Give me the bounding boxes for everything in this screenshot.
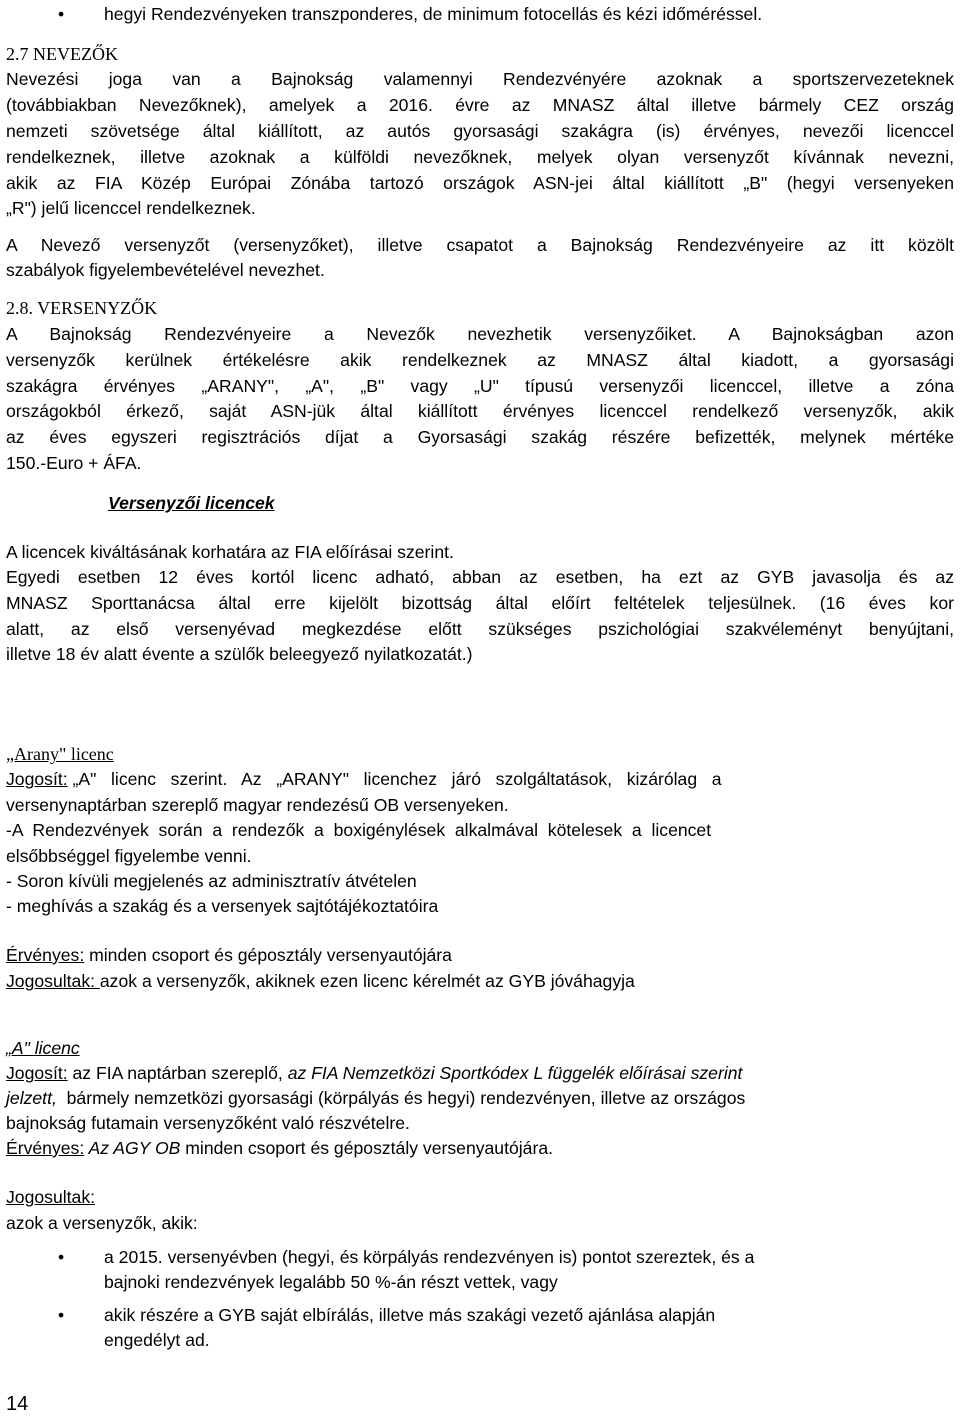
bullet-text-timing: hegyi Rendezvényeken transzponderes, de minimum fotocellás és kézi időméréssel. — [104, 4, 763, 24]
jogosit-label: Jogosít: — [6, 1063, 68, 1083]
line2-rest: bármely nemzetközi gyorsasági (körpályás és hegyi) rendezvényen, illetve az országos — [56, 1088, 746, 1108]
arany-title-text: „Arany" licenc — [6, 744, 114, 764]
paragraph-line: -A Rendezvények során a rendezők a boxigénylések alkalmával kötelesek a licencet — [6, 820, 712, 840]
jogosit-text: az FIA naptárban szereplő, — [67, 1063, 288, 1083]
paragraph-line: A Bajnokság Rendezvényeire a Nevezők nevezhetik versenyzőiket. A Bajnokságban azon — [6, 324, 954, 344]
jogosit-label: Jogosít: — [6, 769, 68, 789]
jogosultak-text: azok a versenyzők, akiknek ezen licenc kérelmét az GYB jóváhagyja — [99, 971, 635, 991]
paragraph-line: az éves egyszeri regisztrációs díjat a Gyorsasági szakág részére befizették, melynek mértéke — [6, 427, 954, 447]
a-licenc-jogosultak-label-line — [6, 1185, 954, 1210]
arany-ervenyes-line — [6, 943, 954, 968]
section-heading-nevezok: 2.7 NEVEZŐK — [6, 44, 118, 64]
paragraph-line: versenynaptárban szereplő magyar rendezésű OB versenyeken. — [6, 795, 509, 815]
licences-title — [108, 491, 954, 516]
jogosit-italic-text: az FIA Nemzetközi Sportkódex L függelék előírásai szerint — [287, 1063, 743, 1083]
ervenyes-text: minden csoport és géposztály versenyautójára — [84, 945, 452, 965]
paragraph-line: rendelkeznek, illetve azoknak a külföldi nevezőknek, melyek olyan versenyzőt kívánnak nevezni, — [6, 147, 954, 167]
bullet-icon: • — [58, 4, 65, 24]
a-licenc-title-text: „A" licenc — [6, 1038, 80, 1058]
paragraph-line: akik az FIA Közép Európai Zónába tartozó országok ASN-jei által kiállított „B" (hegyi versenyeken — [6, 173, 954, 193]
arany-jogosit-line — [6, 767, 954, 792]
paragraph-line: A Nevező versenyzőt (versenyzőket), illetve csapatot a Bajnokság Rendezvényeire az itt közölt — [6, 235, 954, 255]
paragraph-line: elsőbbséggel figyelembe venni. — [6, 846, 252, 866]
a-licenc-title — [6, 1036, 954, 1061]
arany-jogosit-text: „A" licenc szerint. Az „ARANY" licenchez járó szolgáltatások, kizárólag a — [67, 769, 722, 789]
ervenyes-label: Érvényes: — [6, 945, 85, 965]
a-licenc-line2 — [6, 1086, 954, 1111]
paragraph-line: (továbbiakban Nevezőknek), amelyek a 2016. évre az MNASZ által illetve bármely CEZ ország — [6, 95, 954, 115]
paragraph-line: A licencek kiváltásának korhatára az FIA előírásai szerint. — [6, 542, 454, 562]
paragraph-line: azok a versenyzők, akik: — [6, 1213, 198, 1233]
paragraph-line: szabályok figyelembevételével nevezhet. — [6, 260, 325, 280]
paragraph-line: versenyzők kerülnek értékelésre akik rendelkeznek az MNASZ által kiadott, a gyorsasági — [6, 350, 954, 370]
paragraph-line: alatt, az első versenyévad megkezdése előtt szükséges pszichológiai szakvéleményt benyújtani, — [6, 619, 954, 639]
bullet-text: bajnoki rendezvények legalább 50 %-án részt vettek, vagy — [104, 1272, 558, 1292]
bullet-text: a 2015. versenyévben (hegyi, és körpályás rendezvényen is) pontot szereztek, és a — [104, 1247, 755, 1267]
paragraph-line: „R") jelű licenccel rendelkeznek. — [6, 198, 256, 218]
bullet-text: engedélyt ad. — [104, 1330, 210, 1350]
ervenyes-rest: minden csoport és géposztály versenyautójára. — [180, 1138, 553, 1158]
ervenyes-italic: Az AGY OB — [84, 1138, 181, 1158]
a-licenc-jogosit-line — [6, 1061, 954, 1086]
jogosultak-label: Jogosultak: — [6, 971, 100, 991]
arany-jogosultak-line — [6, 969, 954, 994]
paragraph-line: - Soron kívüli megjelenés az adminisztratív átvételen — [6, 871, 417, 891]
paragraph-line: - meghívás a szakág és a versenyek sajtótájékoztatóira — [6, 896, 439, 916]
a-licenc-ervenyes-line — [6, 1136, 954, 1161]
paragraph-line: illetve 18 év alatt évente a szülők beleegyező nyilatkozatát.) — [6, 644, 473, 664]
bullet-icon: • — [58, 1247, 65, 1267]
paragraph-line: 150.-Euro + ÁFA. — [6, 453, 142, 473]
jogosultak-label: Jogosultak: — [6, 1187, 95, 1207]
bullet-text: akik részére a GYB saját elbírálás, illetve más szakági vezető ajánlása alapján — [104, 1305, 716, 1325]
ervenyes-label: Érvényes: — [6, 1138, 85, 1158]
licences-title-text: Versenyzői licencek — [108, 493, 275, 513]
line2-italic: jelzett, — [6, 1088, 57, 1108]
arany-title — [6, 742, 954, 767]
page-number: 14 — [6, 1393, 29, 1415]
bullet-icon: • — [58, 1305, 65, 1325]
paragraph-line: MNASZ Sporttanácsa által erre kijelölt bizottság által előírt feltételek teljesülnek. (16 éves kor — [6, 593, 954, 613]
paragraph-line: Nevezési joga van a Bajnokság valamennyi Rendezvényére azoknak a sportszervezeteknek — [6, 69, 954, 89]
paragraph-line: Egyedi esetben 12 éves kortól licenc adható, abban az esetben, ha ezt az GYB javasolja és az — [6, 567, 954, 587]
paragraph-line: országokból érkező, saját ASN-jük által kiállított érvényes licenccel rendelkező versenyzők, akik — [6, 401, 954, 421]
paragraph-line: bajnokság futamain versenyzőként való részvételre. — [6, 1113, 410, 1133]
paragraph-line: szakágra érvényes „ARANY", „A", „B" vagy „U" típusú versenyzői licenccel, illetve a zóna — [6, 376, 954, 396]
section-heading-versenyzok: 2.8. VERSENYZŐK — [6, 298, 158, 318]
paragraph-line: nemzeti szövetsége által kiállított, az autós gyorsasági szakágra (is) érvényes, nevezői licenccel — [6, 121, 954, 141]
